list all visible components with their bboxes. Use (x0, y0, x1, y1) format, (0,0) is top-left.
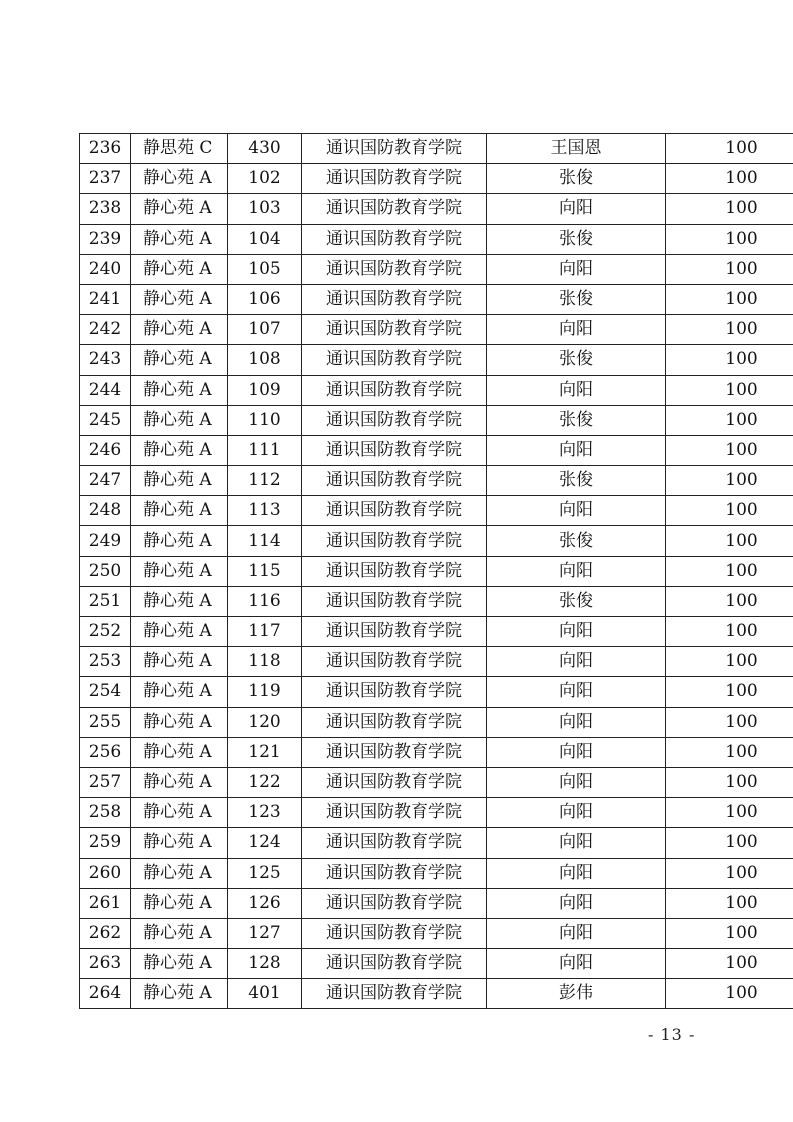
building-cell: 静思苑 C (131, 134, 228, 164)
building-cell: 静心苑 A (131, 737, 228, 767)
room-number-cell: 121 (228, 737, 302, 767)
person-name-cell: 向阳 (487, 647, 666, 677)
row-number-cell: 252 (80, 617, 131, 647)
score-cell: 100 (666, 466, 793, 496)
score-cell: 100 (666, 949, 793, 979)
dormitory-score-table (79, 133, 793, 1009)
table-row (80, 435, 793, 465)
building-cell: 静心苑 A (131, 284, 228, 314)
row-number-cell: 240 (80, 254, 131, 284)
person-name-cell: 向阳 (487, 707, 666, 737)
room-number-cell: 110 (228, 405, 302, 435)
score-cell: 100 (666, 194, 793, 224)
building-cell: 静心苑 A (131, 707, 228, 737)
building-cell: 静心苑 A (131, 345, 228, 375)
row-number-cell: 241 (80, 284, 131, 314)
row-number-cell: 255 (80, 707, 131, 737)
building-cell: 静心苑 A (131, 647, 228, 677)
building-cell: 静心苑 A (131, 315, 228, 345)
table-row (80, 737, 793, 767)
college-cell: 通识国防教育学院 (302, 858, 487, 888)
room-number-cell: 112 (228, 466, 302, 496)
college-cell: 通识国防教育学院 (302, 828, 487, 858)
table-row (80, 254, 793, 284)
person-name-cell: 张俊 (487, 284, 666, 314)
table-row (80, 677, 793, 707)
table-row (80, 284, 793, 314)
row-number-cell: 242 (80, 315, 131, 345)
building-cell: 静心苑 A (131, 858, 228, 888)
person-name-cell: 向阳 (487, 888, 666, 918)
row-number-cell: 258 (80, 798, 131, 828)
college-cell: 通识国防教育学院 (302, 767, 487, 797)
building-cell: 静心苑 A (131, 496, 228, 526)
row-number-cell: 264 (80, 979, 131, 1009)
score-cell: 100 (666, 284, 793, 314)
room-number-cell: 114 (228, 526, 302, 556)
building-cell: 静心苑 A (131, 375, 228, 405)
building-cell: 静心苑 A (131, 949, 228, 979)
score-cell: 100 (666, 737, 793, 767)
room-number-cell: 122 (228, 767, 302, 797)
score-cell: 100 (666, 315, 793, 345)
row-number-cell: 254 (80, 677, 131, 707)
row-number-cell: 248 (80, 496, 131, 526)
table-row (80, 194, 793, 224)
college-cell: 通识国防教育学院 (302, 526, 487, 556)
person-name-cell: 向阳 (487, 828, 666, 858)
score-cell: 100 (666, 858, 793, 888)
building-cell: 静心苑 A (131, 194, 228, 224)
score-cell: 100 (666, 435, 793, 465)
table-row (80, 858, 793, 888)
building-cell: 静心苑 A (131, 224, 228, 254)
college-cell: 通识国防教育学院 (302, 164, 487, 194)
table-row (80, 496, 793, 526)
table-row (80, 617, 793, 647)
table-row (80, 134, 793, 164)
building-cell: 静心苑 A (131, 888, 228, 918)
room-number-cell: 123 (228, 798, 302, 828)
row-number-cell: 243 (80, 345, 131, 375)
person-name-cell: 向阳 (487, 254, 666, 284)
building-cell: 静心苑 A (131, 767, 228, 797)
score-cell: 100 (666, 767, 793, 797)
person-name-cell: 向阳 (487, 677, 666, 707)
room-number-cell: 128 (228, 949, 302, 979)
person-name-cell: 向阳 (487, 798, 666, 828)
table-row (80, 405, 793, 435)
score-cell: 100 (666, 979, 793, 1009)
score-cell: 100 (666, 617, 793, 647)
person-name-cell: 向阳 (487, 496, 666, 526)
score-cell: 100 (666, 375, 793, 405)
score-cell: 100 (666, 345, 793, 375)
table-row (80, 918, 793, 948)
college-cell: 通识国防教育学院 (302, 979, 487, 1009)
college-cell: 通识国防教育学院 (302, 284, 487, 314)
person-name-cell: 向阳 (487, 435, 666, 465)
college-cell: 通识国防教育学院 (302, 435, 487, 465)
score-cell: 100 (666, 556, 793, 586)
score-cell: 100 (666, 164, 793, 194)
room-number-cell: 109 (228, 375, 302, 405)
person-name-cell: 向阳 (487, 949, 666, 979)
college-cell: 通识国防教育学院 (302, 586, 487, 616)
row-number-cell: 247 (80, 466, 131, 496)
building-cell: 静心苑 A (131, 677, 228, 707)
college-cell: 通识国防教育学院 (302, 134, 487, 164)
table-row (80, 315, 793, 345)
table-row (80, 798, 793, 828)
room-number-cell: 118 (228, 647, 302, 677)
room-number-cell: 120 (228, 707, 302, 737)
room-number-cell: 125 (228, 858, 302, 888)
table-row (80, 556, 793, 586)
person-name-cell: 向阳 (487, 737, 666, 767)
person-name-cell: 张俊 (487, 586, 666, 616)
room-number-cell: 126 (228, 888, 302, 918)
table-row (80, 767, 793, 797)
college-cell: 通识国防教育学院 (302, 224, 487, 254)
room-number-cell: 102 (228, 164, 302, 194)
table-row (80, 888, 793, 918)
row-number-cell: 262 (80, 918, 131, 948)
table-row (80, 586, 793, 616)
room-number-cell: 105 (228, 254, 302, 284)
person-name-cell: 王国恩 (487, 134, 666, 164)
table-row (80, 828, 793, 858)
table-row (80, 647, 793, 677)
table-row (80, 345, 793, 375)
room-number-cell: 127 (228, 918, 302, 948)
college-cell: 通识国防教育学院 (302, 556, 487, 586)
college-cell: 通识国防教育学院 (302, 466, 487, 496)
college-cell: 通识国防教育学院 (302, 375, 487, 405)
building-cell: 静心苑 A (131, 466, 228, 496)
college-cell: 通识国防教育学院 (302, 496, 487, 526)
room-number-cell: 113 (228, 496, 302, 526)
person-name-cell: 张俊 (487, 405, 666, 435)
row-number-cell: 261 (80, 888, 131, 918)
building-cell: 静心苑 A (131, 526, 228, 556)
person-name-cell: 张俊 (487, 466, 666, 496)
person-name-cell: 向阳 (487, 315, 666, 345)
person-name-cell: 张俊 (487, 164, 666, 194)
college-cell: 通识国防教育学院 (302, 918, 487, 948)
college-cell: 通识国防教育学院 (302, 345, 487, 375)
row-number-cell: 259 (80, 828, 131, 858)
row-number-cell: 257 (80, 767, 131, 797)
person-name-cell: 向阳 (487, 194, 666, 224)
person-name-cell: 向阳 (487, 556, 666, 586)
college-cell: 通识国防教育学院 (302, 194, 487, 224)
score-cell: 100 (666, 888, 793, 918)
college-cell: 通识国防教育学院 (302, 405, 487, 435)
page-number: - 13 - (648, 1025, 696, 1044)
row-number-cell: 253 (80, 647, 131, 677)
table-row (80, 466, 793, 496)
person-name-cell: 向阳 (487, 858, 666, 888)
room-number-cell: 115 (228, 556, 302, 586)
building-cell: 静心苑 A (131, 405, 228, 435)
table-row (80, 949, 793, 979)
row-number-cell: 249 (80, 526, 131, 556)
score-cell: 100 (666, 647, 793, 677)
score-cell: 100 (666, 254, 793, 284)
row-number-cell: 245 (80, 405, 131, 435)
row-number-cell: 251 (80, 586, 131, 616)
room-number-cell: 107 (228, 315, 302, 345)
score-cell: 100 (666, 526, 793, 556)
building-cell: 静心苑 A (131, 435, 228, 465)
person-name-cell: 张俊 (487, 345, 666, 375)
college-cell: 通识国防教育学院 (302, 647, 487, 677)
room-number-cell: 106 (228, 284, 302, 314)
building-cell: 静心苑 A (131, 617, 228, 647)
person-name-cell: 向阳 (487, 375, 666, 405)
row-number-cell: 237 (80, 164, 131, 194)
room-number-cell: 103 (228, 194, 302, 224)
person-name-cell: 向阳 (487, 617, 666, 647)
room-number-cell: 119 (228, 677, 302, 707)
person-name-cell: 张俊 (487, 224, 666, 254)
row-number-cell: 238 (80, 194, 131, 224)
row-number-cell: 239 (80, 224, 131, 254)
table-row (80, 526, 793, 556)
building-cell: 静心苑 A (131, 798, 228, 828)
room-number-cell: 430 (228, 134, 302, 164)
score-cell: 100 (666, 798, 793, 828)
table-row (80, 375, 793, 405)
college-cell: 通识国防教育学院 (302, 707, 487, 737)
score-cell: 100 (666, 918, 793, 948)
room-number-cell: 104 (228, 224, 302, 254)
row-number-cell: 250 (80, 556, 131, 586)
room-number-cell: 111 (228, 435, 302, 465)
building-cell: 静心苑 A (131, 556, 228, 586)
score-cell: 100 (666, 224, 793, 254)
person-name-cell: 张俊 (487, 526, 666, 556)
room-number-cell: 117 (228, 617, 302, 647)
table-row (80, 224, 793, 254)
row-number-cell: 244 (80, 375, 131, 405)
building-cell: 静心苑 A (131, 918, 228, 948)
person-name-cell: 向阳 (487, 767, 666, 797)
college-cell: 通识国防教育学院 (302, 617, 487, 647)
room-number-cell: 401 (228, 979, 302, 1009)
score-cell: 100 (666, 134, 793, 164)
building-cell: 静心苑 A (131, 164, 228, 194)
table-row (80, 164, 793, 194)
score-cell: 100 (666, 405, 793, 435)
row-number-cell: 236 (80, 134, 131, 164)
college-cell: 通识国防教育学院 (302, 798, 487, 828)
row-number-cell: 256 (80, 737, 131, 767)
building-cell: 静心苑 A (131, 586, 228, 616)
score-cell: 100 (666, 586, 793, 616)
room-number-cell: 108 (228, 345, 302, 375)
score-cell: 100 (666, 828, 793, 858)
row-number-cell: 263 (80, 949, 131, 979)
college-cell: 通识国防教育学院 (302, 949, 487, 979)
building-cell: 静心苑 A (131, 254, 228, 284)
table-row (80, 979, 793, 1009)
college-cell: 通识国防教育学院 (302, 737, 487, 767)
person-name-cell: 向阳 (487, 918, 666, 948)
room-number-cell: 124 (228, 828, 302, 858)
table-body (80, 134, 793, 1009)
college-cell: 通识国防教育学院 (302, 677, 487, 707)
person-name-cell: 彭伟 (487, 979, 666, 1009)
room-number-cell: 116 (228, 586, 302, 616)
score-cell: 100 (666, 707, 793, 737)
row-number-cell: 260 (80, 858, 131, 888)
college-cell: 通识国防教育学院 (302, 315, 487, 345)
building-cell: 静心苑 A (131, 979, 228, 1009)
college-cell: 通识国防教育学院 (302, 888, 487, 918)
row-number-cell: 246 (80, 435, 131, 465)
building-cell: 静心苑 A (131, 828, 228, 858)
college-cell: 通识国防教育学院 (302, 254, 487, 284)
score-cell: 100 (666, 677, 793, 707)
table-row (80, 707, 793, 737)
score-cell: 100 (666, 496, 793, 526)
